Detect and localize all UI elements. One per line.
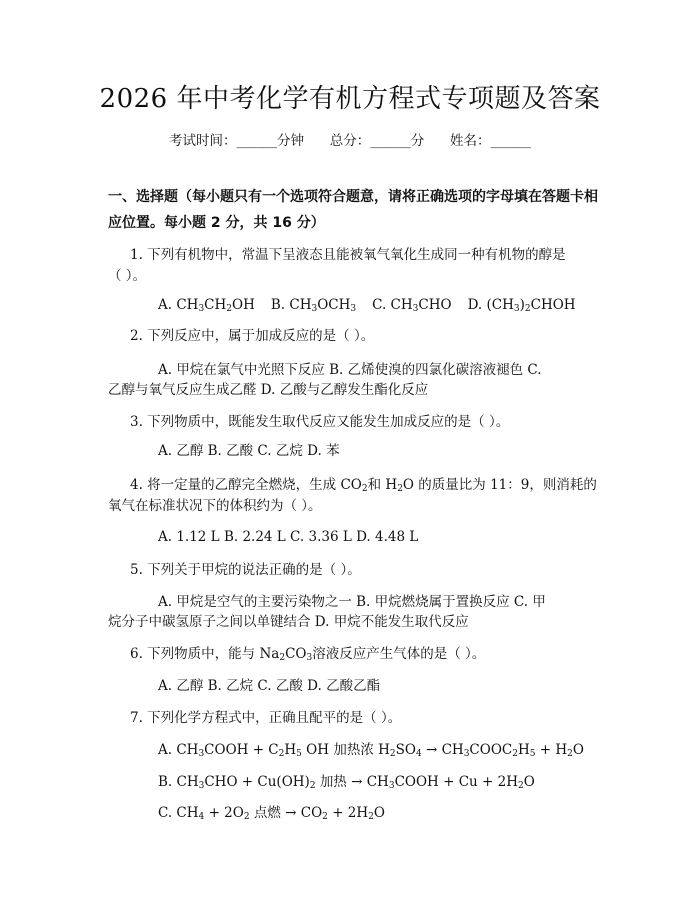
question-7-text: 7. 下列化学方程式中，正确且配平的是（ ）。 [130,710,402,726]
question-4-text-cont: 氧气在标准状况下的体积约为（ ）。 [108,498,322,514]
question-3-text: 3. 下列物质中，既能发生取代反应又能发生加成反应的是（ ）。 [130,414,510,430]
section-heading-line-2: 应位置。每小题 2 分，共 16 分） [108,215,325,231]
question-5-options-line-1: A. 甲烷是空气的主要污染物之一 B. 甲烷燃烧属于置换反应 C. 甲 [158,594,546,610]
question-3-options: A. 乙醇 B. 乙酸 C. 乙烷 D. 苯 [158,443,340,459]
question-6-options: A. 乙醇 B. 乙烷 C. 乙酸 D. 乙酸乙酯 [158,678,381,694]
question-1-text: 1. 下列有机物中，常温下呈液态且能被氧气氧化生成同一种有机物的醇是 [130,247,566,263]
question-2-options-line-1: A. 甲烷在氯气中光照下反应 B. 乙烯使溴的四氯化碳溶液褪色 C. [158,362,542,378]
question-4-options: A. 1.12 L B. 2.24 L C. 3.36 L D. 4.48 L [158,529,419,545]
question-7-option-a: A. $CH_3COOH + C_2H_5$ OH 加热浓 $H_2SO_4$ → $CH_3COOC_2H_5 + H_2O$ [158,742,584,759]
question-5-text: 5. 下列关于甲烷的说法正确的是（ ）。 [130,562,361,578]
section-heading-line-1: 一、选择题（每小题只有一个选项符合题意，请将正确选项的字母填在答题卡相 [108,189,598,205]
question-5-options-line-2: 烷分子中碳氢原子之间以单键结合 D. 甲烷不能发生取代反应 [108,614,469,630]
q1-option-c: C. $CH_3CHO$ [372,297,452,314]
question-1-options [158,295,576,319]
question-7-option-b: B. $CH_3CHO + Cu(OH)_2$ 加热 → $CH_3COOH + Cu + 2H_2O$ [158,774,535,791]
question-4-text: 4. 将一定量的乙醇完全燃烧，生成 $CO_2$和 $H_2O$ 的质量比为 11：9，则消耗的 [130,477,597,494]
page-title: 2026 年中考化学有机方程式专项题及答案 [99,84,601,114]
exam-info-line: 考试时间：______分钟 总分：______分 姓名：______ [169,133,531,149]
question-6-text: 6. 下列物质中，能与 $Na_2CO_3$溶液反应产生气体的是（ ）。 [130,646,486,663]
question-1-text-cont: （ ）。 [108,268,147,284]
question-2-options-line-2: 乙醇与氧气反应生成乙醛 D. 乙酸与乙醇发生酯化反应 [108,382,429,398]
question-7-option-c: C. $CH_4 + 2O_2$ 点燃 → $CO_2 + 2H_2O$ [158,805,385,822]
q1-option-a: A. $CH_3CH_2OH$ [158,297,255,314]
q1-option-d: D. $(CH_3)_2CHOH$ [467,297,576,314]
q1-option-b: B. $CH_3OCH_3$ [270,297,357,314]
section-heading [108,184,598,236]
question-2-text: 2. 下列反应中，属于加成反应的是（ ）。 [130,328,375,344]
